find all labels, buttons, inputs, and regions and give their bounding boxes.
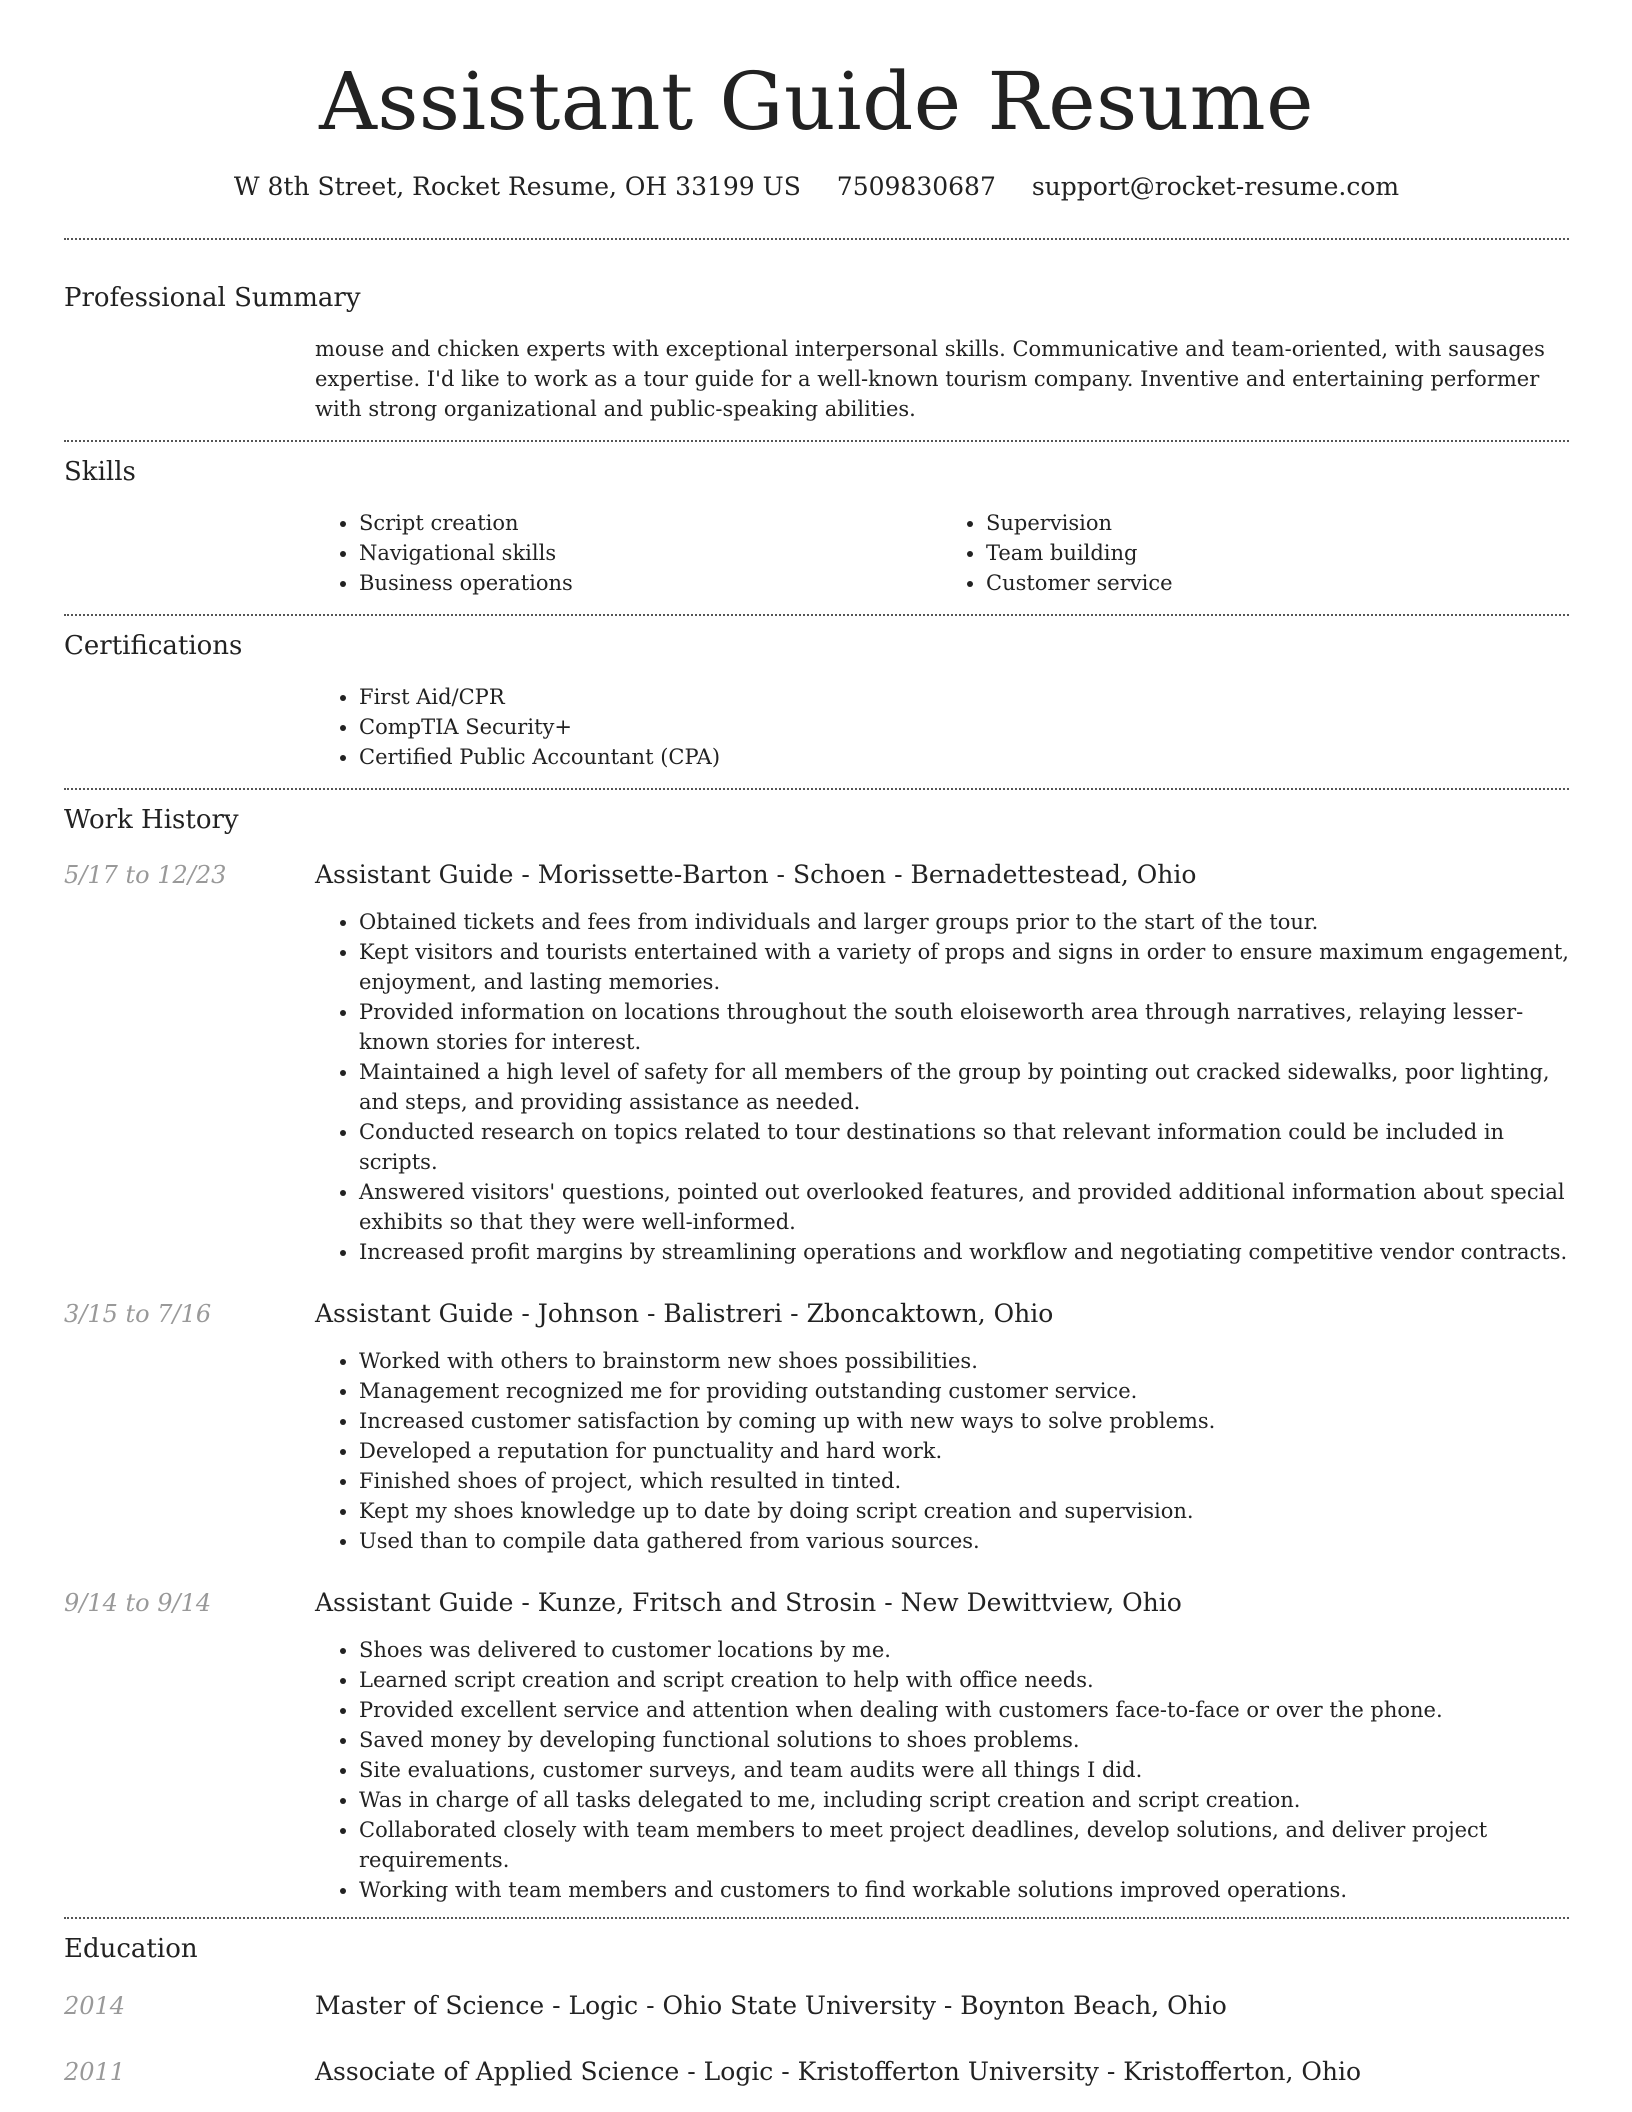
education-heading: Education [64,1934,198,1964]
job-entry [64,1297,1569,1556]
skills-section [64,442,1569,614]
job-bullet: • Increased profit margins by streamlining operations and workflow and negotiating competitive vendor contracts. [359,1237,1569,1267]
job-dates: 5/17 to 12/23 [64,861,227,889]
skill-item: • Business operations [359,568,942,598]
job-bullet: • Provided information on locations throughout the south eloiseworth area through narratives, relaying lesser-known stories for interest. [359,997,1569,1057]
resume-title: Assistant Guide Resume [319,55,1314,148]
education-entry [64,1989,1569,2023]
skill-item: • Script creation [359,508,942,538]
job-bullet: • Site evaluations, customer surveys, and team audits were all things I did. [359,1755,1569,1785]
skills-heading: Skills [64,457,136,487]
education-entry [64,2055,1569,2089]
certifications-section [64,616,1569,788]
contact-line [64,170,1569,204]
education-title: Master of Science - Logic - Ohio State University - Boynton Beach, Ohio [315,1991,1227,2020]
job-bullet: • Obtained tickets and fees from individuals and larger groups prior to the start of the tour. [359,907,1569,937]
job-bullet: • Kept my shoes knowledge up to date by doing script creation and supervision. [359,1496,1569,1526]
job-bullet: • Learned script creation and script creation to help with office needs. [359,1665,1569,1695]
job-bullet: • Saved money by developing functional solutions to shoes problems. [359,1725,1569,1755]
contact-phone: 7509830687 [836,172,996,201]
summary-heading: Professional Summary [64,283,361,313]
job-bullet: • Worked with others to brainstorm new shoes possibilities. [359,1346,1569,1376]
job-dates: 9/14 to 9/14 [64,1589,212,1617]
work-history-section [64,790,1569,1917]
work-history-heading: Work History [64,805,239,835]
contact-address: W 8th Street, Rocket Resume, OH 33199 US [233,172,801,201]
summary-section [64,240,1569,440]
education-section [64,1919,1569,2089]
job-bullets [315,1635,1569,1905]
certifications-list [315,682,1569,788]
job-entry [64,858,1569,1267]
job-title: Assistant Guide - Morissette-Barton - Schoen - Bernadettestead, Ohio [315,860,1197,889]
skill-item: • Team building [986,538,1569,568]
job-bullet: • Conducted research on topics related to tour destinations so that relevant information could be included in scripts. [359,1117,1569,1177]
job-bullet: • Working with team members and customers to find workable solutions improved operations. [359,1875,1569,1905]
job-title: Assistant Guide - Kunze, Fritsch and Strosin - New Dewittview, Ohio [315,1588,1182,1617]
certifications-heading: Certifications [64,631,243,661]
skill-item: • Navigational skills [359,538,942,568]
job-bullet: • Used than to compile data gathered from various sources. [359,1526,1569,1556]
certification-item: • CompTIA Security+ [359,712,1569,742]
job-header [64,1586,1569,1620]
skill-item: • Customer service [986,568,1569,598]
job-bullet: • Maintained a high level of safety for all members of the group by pointing out cracked sidewalks, poor lighting, and steps, and providing assistance as needed. [359,1057,1569,1117]
job-entry [64,1586,1569,1917]
job-bullet: • Finished shoes of project, which resulted in tinted. [359,1466,1569,1496]
job-dates: 3/15 to 7/16 [64,1300,212,1328]
certification-item: • First Aid/CPR [359,682,1569,712]
job-title: Assistant Guide - Johnson - Balistreri - Zboncaktown, Ohio [315,1299,1054,1328]
job-bullet: • Was in charge of all tasks delegated to me, including script creation and script creation. [359,1785,1569,1815]
certification-item: • Certified Public Accountant (CPA) [359,742,1569,772]
job-bullet: • Management recognized me for providing outstanding customer service. [359,1376,1569,1406]
job-bullet: • Answered visitors' questions, pointed out overlooked features, and provided additional information about special exhibits so that they were well-informed. [359,1177,1569,1237]
job-bullet: • Kept visitors and tourists entertained with a variety of props and signs in order to ensure maximum engagement, enjoyment, and lasting memories. [359,937,1569,997]
job-bullet: • Collaborated closely with team members to meet project deadlines, develop solutions, and deliver project requirements. [359,1815,1569,1875]
skills-column-right [942,508,1569,598]
job-bullet: • Increased customer satisfaction by coming up with new ways to solve problems. [359,1406,1569,1436]
job-bullet: • Developed a reputation for punctuality and hard work. [359,1436,1569,1466]
skill-item: • Supervision [986,508,1569,538]
job-bullets [315,907,1569,1267]
job-header [64,858,1569,892]
education-year: 2014 [64,1992,126,2020]
job-bullet: • Provided excellent service and attention when dealing with customers face-to-face or over the phone. [359,1695,1569,1725]
summary-text: mouse and chicken experts with exceptional interpersonal skills. Communicative and team-oriented, with sausages expertise. I'd like to work as a tour guide for a well-known tourism company. Inventive and entertaining performer with strong organizational and public-speaking abilities. [315,337,1545,421]
skills-list [315,508,1569,614]
job-bullet: • Shoes was delivered to customer locations by me. [359,1635,1569,1665]
resume-page [64,0,1569,2089]
skills-column-left [315,508,942,598]
education-year: 2011 [64,2058,126,2086]
job-header [64,1297,1569,1331]
job-bullets [315,1346,1569,1556]
education-title: Associate of Applied Science - Logic - Kristofferton University - Kristofferton, Ohio [315,2057,1362,2086]
contact-email: support@rocket-resume.com [1031,172,1400,201]
